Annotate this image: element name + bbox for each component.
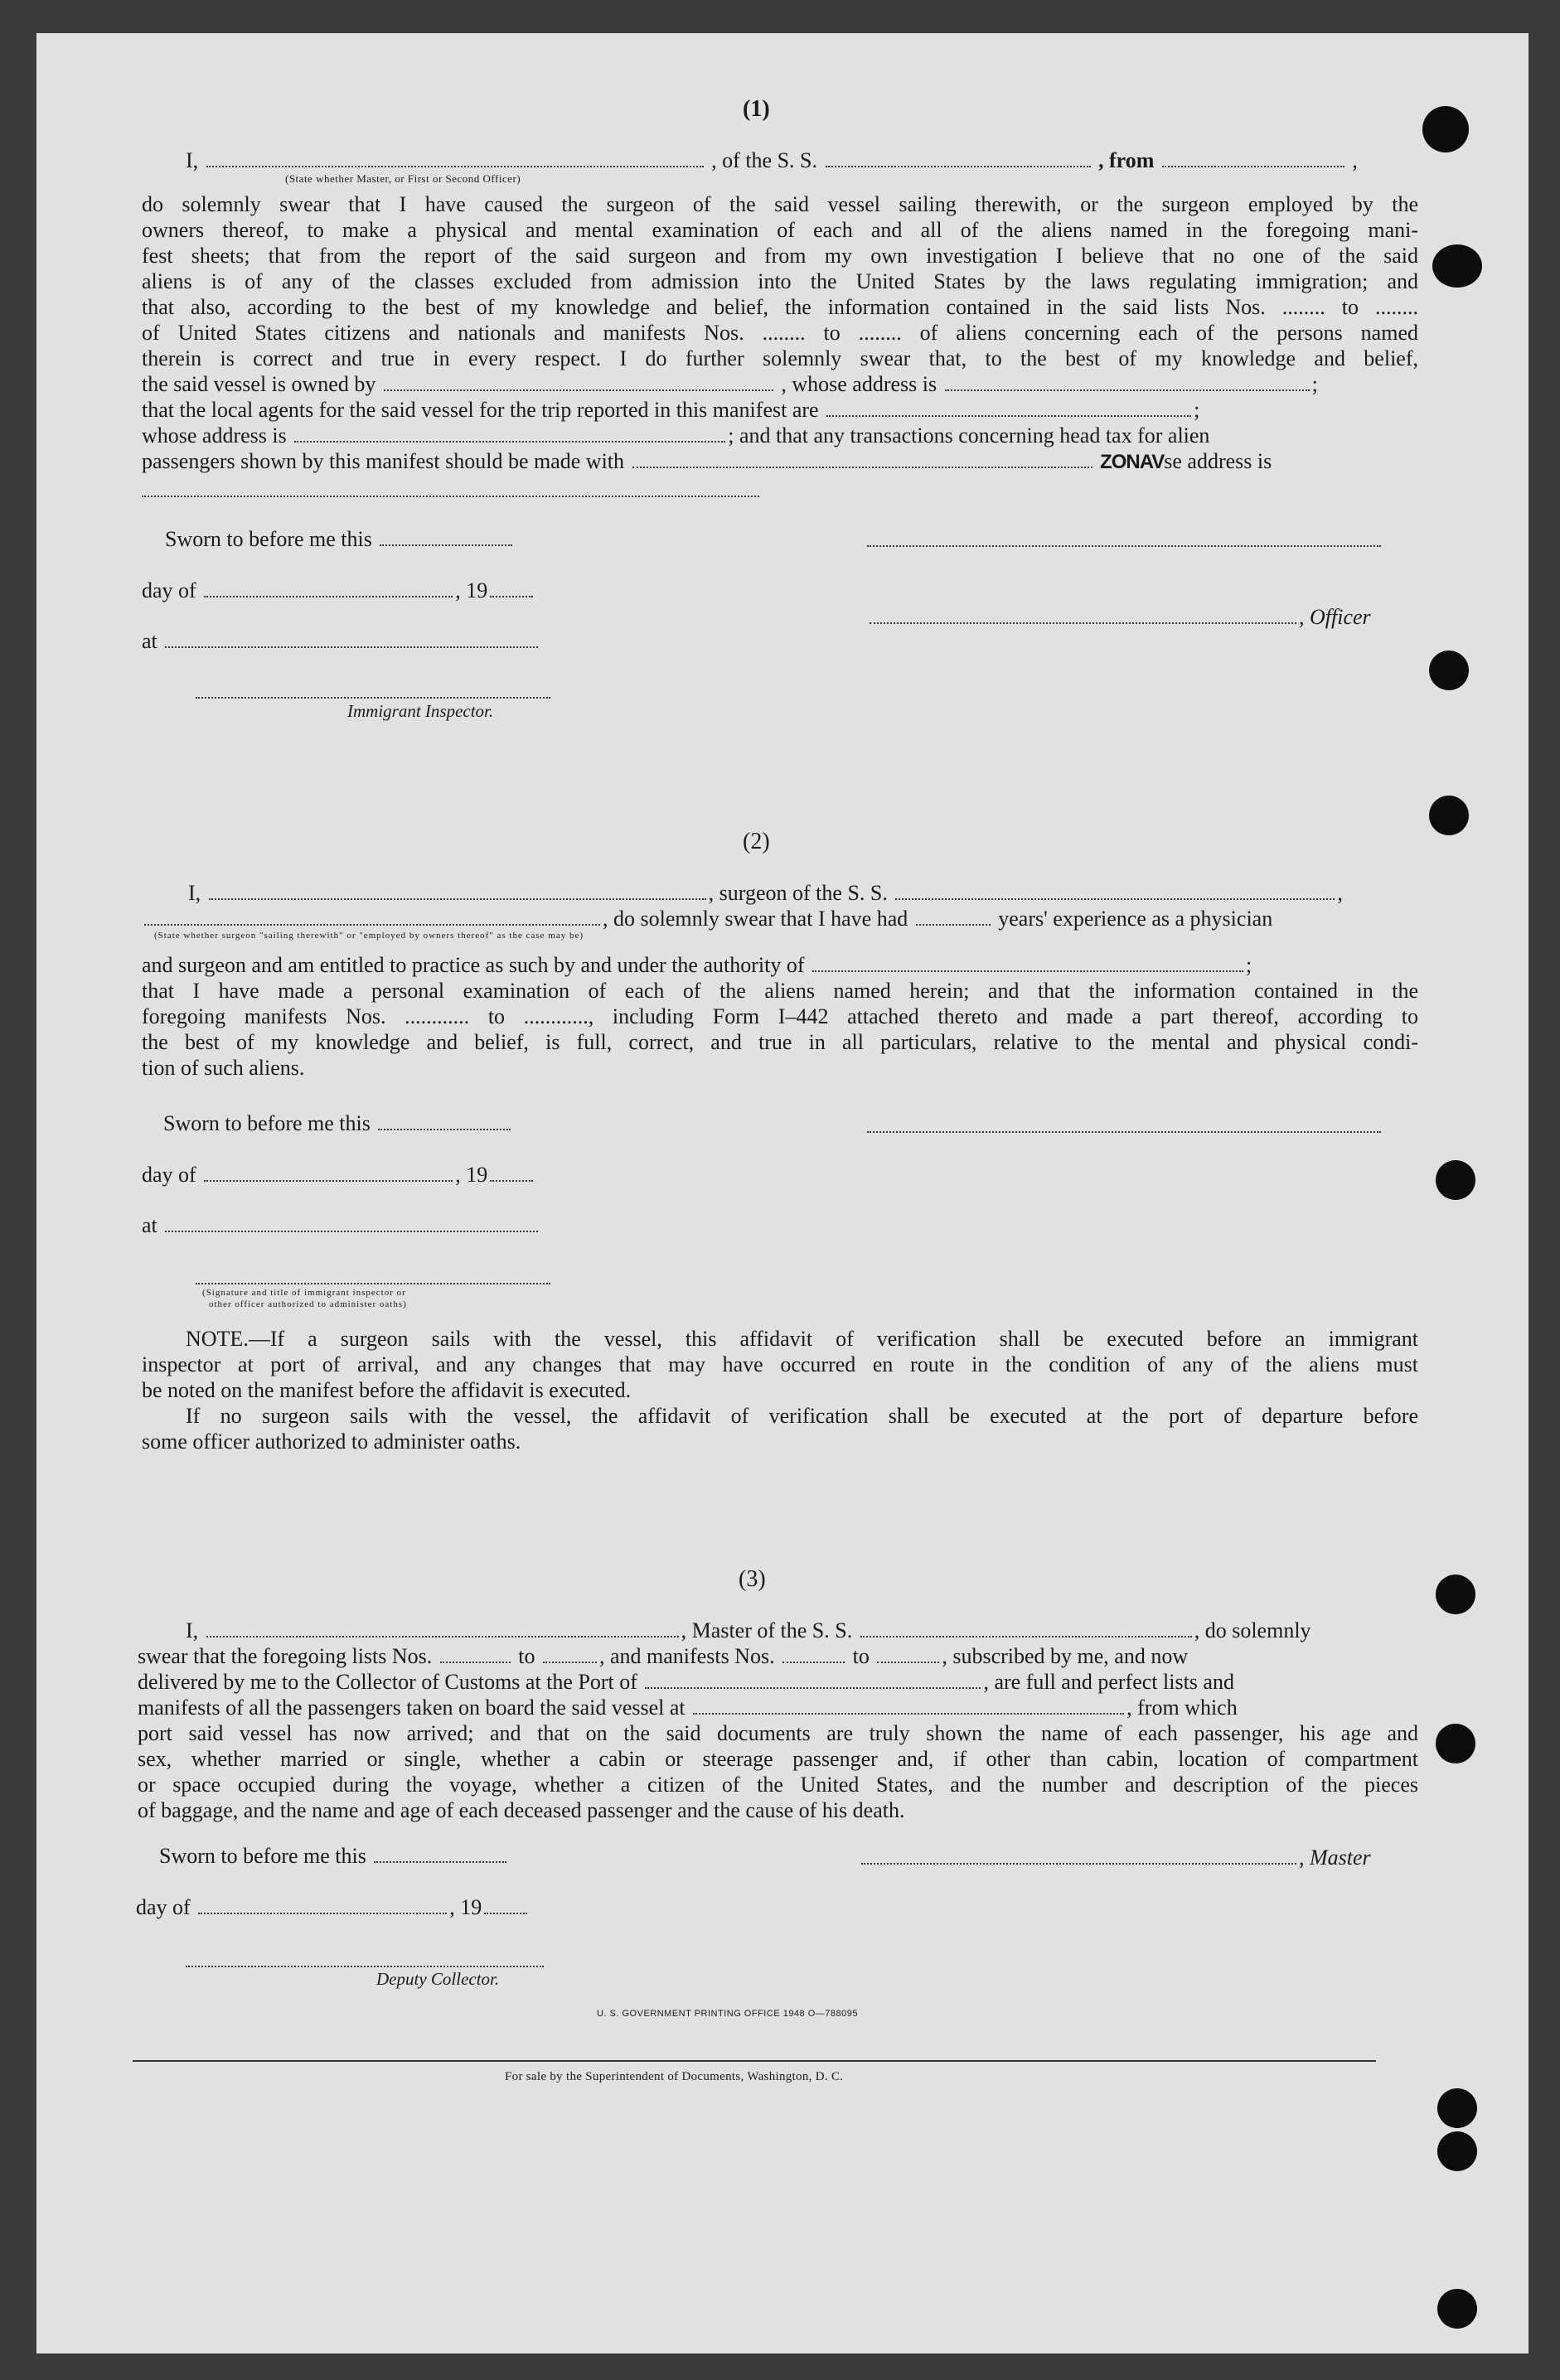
officer-signature-field[interactable] (870, 606, 1296, 624)
surgeon-signature-field[interactable] (867, 1131, 1381, 1133)
section-1-body-line: do solemnly swear that I have caused the surgeon of the said vessel sailing therewith, or the surgeon employed by the (142, 192, 1418, 216)
year-label: , 19 (455, 1163, 488, 1187)
day-of-line-2 (142, 1162, 535, 1188)
punch-hole (1437, 2131, 1477, 2171)
section-2-line-2 (142, 906, 1272, 931)
years-experience-label: years' experience as a physician (998, 907, 1273, 931)
footer-rule (133, 2060, 1376, 2062)
boarding-port-field[interactable] (693, 1696, 1124, 1715)
year-label: , 19 (449, 1895, 482, 1919)
section-3-line-1 (186, 1618, 1311, 1643)
lists-from-field[interactable] (440, 1645, 511, 1663)
from-which-label: , from which (1126, 1696, 1238, 1720)
manifests-from-field[interactable] (782, 1645, 845, 1663)
section-2-number: (2) (743, 829, 770, 854)
sworn-label: Sworn to before me this (159, 1844, 366, 1868)
punch-hole (1429, 796, 1469, 835)
departure-port-field[interactable] (1162, 149, 1344, 167)
month-field[interactable] (204, 579, 453, 597)
authority-line: and surgeon and am entitled to practice as such by and under the authority of ; (142, 953, 1252, 977)
officer-label: , Officer (1299, 605, 1371, 629)
sworn-day-field[interactable] (380, 528, 512, 546)
head-tax-address-field[interactable] (142, 496, 759, 497)
sale-notice: For sale by the Superintendent of Documents, Washington, D. C. (505, 2070, 844, 2083)
inspector-signature-field[interactable] (196, 697, 550, 699)
to-label: to (518, 1644, 535, 1668)
sworn-label: Sworn to before me this (163, 1111, 371, 1135)
section-2-body-line: that I have made a personal examination of each of the aliens named herein; and that the information contained in the (142, 979, 1418, 1003)
immigrant-inspector-label: Immigrant Inspector. (347, 701, 494, 721)
passengers-label: passengers shown by this manifest should be made with (142, 449, 625, 473)
owned-by-line: the said vessel is owned by , whose address is ; (142, 372, 1318, 396)
vessel-name-field[interactable] (826, 149, 1091, 167)
note-line: be noted on the manifest before the affidavit is executed. (142, 1378, 632, 1402)
section-1-body-line: of United States citizens and nationals and manifests Nos. ........ to ........ of aliens concerning each of the persons named (142, 321, 1418, 345)
day-of-line-1 (142, 578, 535, 603)
section-3-line-3 (138, 1669, 1234, 1695)
master-line (859, 1845, 1371, 1870)
section-3-i-label: I, (186, 1618, 199, 1642)
agent-address-field[interactable] (294, 424, 725, 443)
section-2-subnote: (State whether surgeon "sailing therewith" or "employed by owners thereof" as the case may be) (154, 931, 584, 941)
to-label: to (852, 1644, 870, 1668)
section-1-from-label: , from (1098, 148, 1155, 172)
year-field[interactable] (490, 579, 533, 597)
local-agents-field[interactable] (826, 399, 1191, 417)
section-3-body-line: port said vessel has now arrived; and that on the said documents are truly shown the name of each passenger, his age and (138, 1721, 1418, 1745)
manifests-to-field[interactable] (877, 1645, 939, 1663)
sworn-day-field[interactable] (378, 1112, 511, 1130)
place-field[interactable] (165, 630, 538, 648)
officer-rank-field[interactable] (206, 149, 704, 167)
owner-field[interactable] (384, 373, 773, 391)
note-line: If no surgeon sails with the vessel, the affidavit of verification shall be executed at the port of departure before (186, 1404, 1418, 1428)
lists-to-field[interactable] (543, 1645, 597, 1663)
section-1-comma: , (1352, 148, 1358, 172)
year-field[interactable] (484, 1896, 527, 1914)
manifests-all-label: manifests of all the passengers taken on board the said vessel at (138, 1696, 686, 1720)
section-2-vessel-field[interactable] (895, 882, 1335, 900)
punch-hole (1429, 651, 1469, 690)
section-1-body-line: therein is correct and true in every respect. I do further solemnly swear that, to the best of my knowledge and belief, (142, 346, 1418, 370)
master-label: , Master (1299, 1845, 1371, 1870)
section-1-ss-label: , of the S. S. (711, 148, 818, 172)
stamp-overprint: ZONAV (1100, 451, 1165, 473)
at-line-1 (142, 628, 540, 654)
signature-note: (Signature and title of immigrant inspector or (202, 1288, 406, 1298)
agent-address-label: whose address is (142, 423, 287, 447)
deputy-collector-label: Deputy Collector. (376, 1969, 500, 1989)
sworn-day-field[interactable] (374, 1845, 506, 1863)
master-signature-field[interactable] (867, 545, 1381, 547)
section-2-body-line: the best of my knowledge and belief, is full, correct, and true in all particulars, relative to the mental and physical condi- (142, 1030, 1418, 1054)
section-2-i-label: I, (188, 881, 201, 905)
punch-hole (1422, 106, 1469, 152)
note-line: inspector at port of arrival, and any changes that may have occurred en route in the condition of any of the aliens must (142, 1352, 1418, 1376)
gpo-imprint: U. S. GOVERNMENT PRINTING OFFICE 1948 O—788095 (597, 2009, 858, 2019)
full-perfect-label: , are full and perfect lists and (983, 1670, 1234, 1694)
section-3-vessel-field[interactable] (860, 1619, 1192, 1637)
punch-hole (1437, 2088, 1477, 2128)
section-1-subnote: (State whether Master, or First or Second Officer) (285, 172, 521, 185)
at-line-2 (142, 1212, 540, 1238)
owner-address-field[interactable] (945, 373, 1310, 391)
local-agents-line: that the local agents for the said vessel for the trip reported in this manifest are ; (142, 398, 1200, 422)
month-field[interactable] (198, 1896, 447, 1914)
punch-hole (1432, 244, 1482, 288)
officer-line (867, 604, 1371, 630)
owner-address-label: , whose address is (781, 372, 937, 396)
section-3-line-2 (138, 1643, 1188, 1669)
authority-label: and surgeon and am entitled to practice as such by and under the authority of (142, 953, 805, 977)
local-agents-label: that the local agents for the said vessel for the trip reported in this manifest are (142, 398, 819, 422)
subscribed-label: , subscribed by me, and now (942, 1644, 1189, 1668)
day-of-line-3 (136, 1894, 530, 1920)
year-label: , 19 (455, 578, 488, 602)
do-solemnly-label: , do solemnly (1194, 1618, 1311, 1642)
section-3-body-line: or space occupied during the voyage, whether a citizen of the United States, and the number and description of the pieces (138, 1773, 1418, 1797)
sworn-label: Sworn to before me this (165, 527, 372, 551)
section-3-body-line: of baggage, and the name and age of each deceased passenger and the cause of his death. (138, 1798, 905, 1822)
day-of-label: day of (142, 578, 196, 602)
delivered-label: delivered by me to the Collector of Customs at the Port of (138, 1670, 637, 1694)
signature-note: other officer authorized to administer oaths) (209, 1299, 407, 1309)
section-3-line-4 (138, 1695, 1238, 1720)
punch-hole (1436, 1160, 1475, 1200)
surgeon-of-label: , surgeon of the S. S. (708, 881, 888, 905)
day-of-label: day of (136, 1895, 191, 1919)
at-label: at (142, 629, 157, 653)
place-field[interactable] (165, 1214, 538, 1232)
section-1-body-line: aliens is of any of the classes excluded from admission into the United States by the laws regulating immigration; and (142, 269, 1418, 293)
sworn-line-3 (159, 1843, 509, 1869)
punch-hole (1437, 2289, 1477, 2329)
section-2-line-1: I, , surgeon of the S. S. , (188, 881, 1343, 905)
section-1-line-1 (186, 148, 1358, 173)
port-of-entry-field[interactable] (645, 1671, 981, 1689)
master-signature-field[interactable] (861, 1846, 1296, 1865)
master-name-field[interactable] (206, 1619, 679, 1637)
note-line: NOTE.—If a surgeon sails with the vessel, this affidavit of verification shall be executed before an immigrant (186, 1327, 1418, 1351)
transactions-text: ; and that any transactions concerning head tax for alien (728, 423, 1210, 447)
years-experience-field[interactable] (916, 907, 991, 926)
section-1-body-line: fest sheets; that from the report of the said surgeon and from my own investigation I believe that no one of the said (142, 244, 1418, 268)
section-3-body-line: sex, whether married or single, whether a cabin or steerage passenger and, if other than cabin, location of compartment (138, 1747, 1418, 1771)
section-3-number: (3) (739, 1566, 766, 1592)
sworn-line-2 (163, 1110, 513, 1136)
owned-by-label: the said vessel is owned by (142, 372, 376, 396)
section-2-body-line: tion of such aliens. (142, 1056, 305, 1080)
deputy-signature-field[interactable] (186, 1966, 544, 1967)
master-of-label: , Master of the S. S. (681, 1618, 853, 1642)
section-1-body-line: that also, according to the best of my knowledge and belief, the information contained in the said lists Nos. ........ to ........ (142, 295, 1418, 319)
day-of-label: day of (142, 1163, 196, 1187)
section-1-i-label: I, (186, 148, 199, 172)
form-page (36, 33, 1529, 2353)
authority-field[interactable] (812, 954, 1243, 972)
punch-hole (1436, 1724, 1475, 1763)
section-2-body-line: foregoing manifests Nos. ............ to ............, including Form I–442 attached thereto and made a part thereof, according to (142, 1004, 1418, 1028)
section-1-body-line: owners thereof, to make a physical and mental examination of each and all of the aliens named in the foregoing mani- (142, 218, 1418, 242)
at-label: at (142, 1213, 157, 1237)
whose-address-tail: se address is (1164, 449, 1272, 473)
sworn-line-1 (165, 526, 515, 552)
do-solemnly-label: , do solemnly swear that I have had (603, 907, 908, 931)
punch-hole (1436, 1575, 1475, 1614)
head-tax-agent-field[interactable] (632, 450, 1092, 468)
manifests-label: , and manifests Nos. (599, 1644, 775, 1668)
note-line: some officer authorized to administer oaths. (142, 1429, 521, 1454)
inspector-signature-field[interactable] (196, 1283, 550, 1284)
agent-address-line (142, 423, 1209, 448)
section-1-number: (1) (743, 96, 770, 122)
month-field[interactable] (204, 1163, 453, 1182)
surgeon-name-field[interactable] (209, 882, 706, 900)
lists-label: swear that the foregoing lists Nos. (138, 1644, 433, 1668)
passengers-line (142, 448, 1272, 475)
surgeon-status-field[interactable] (144, 907, 600, 926)
year-field[interactable] (490, 1163, 533, 1182)
